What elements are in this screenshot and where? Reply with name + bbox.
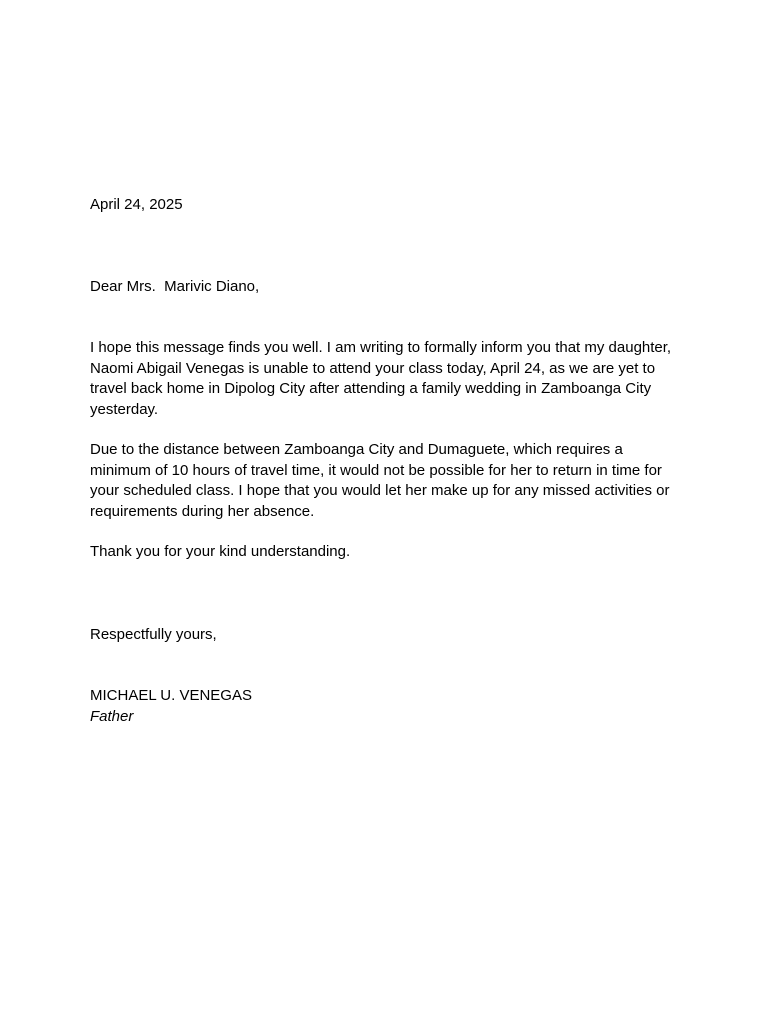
body-line: Thank you for your kind understanding.: [90, 543, 351, 560]
body-line: minimum of 10 hours of travel time, it would not be possible for her to return in time for: [90, 461, 662, 479]
body-line: requirements during her absence.: [90, 502, 315, 520]
body-line: your scheduled class. I hope that you would let her make up for any missed activities or: [90, 482, 670, 499]
signature-title: Father: [90, 708, 134, 725]
body-line: I hope this message finds you well. I am writing to formally inform you that my daughter,: [90, 339, 672, 356]
signature-name: MICHAEL U. VENEGAS: [90, 687, 252, 704]
letter-closing: Respectfully yours,: [90, 626, 217, 643]
body-line: Naomi Abigail Venegas is unable to attend your class today, April 24, as we are yet to: [90, 359, 656, 377]
body-paragraph-2: [90, 440, 690, 522]
body-paragraph-1: [90, 338, 690, 420]
body-line: Due to the distance between Zamboanga City and Dumaguete, which requires a: [90, 441, 623, 458]
body-paragraph-3: [90, 542, 690, 563]
body-line: travel back home in Dipolog City after attending a family wedding in Zamboanga City: [90, 380, 652, 397]
letter-salutation: Dear Mrs. Marivic Diano,: [90, 278, 260, 295]
body-line: yesterday.: [90, 400, 159, 418]
letter-date: April 24, 2025: [90, 196, 183, 213]
